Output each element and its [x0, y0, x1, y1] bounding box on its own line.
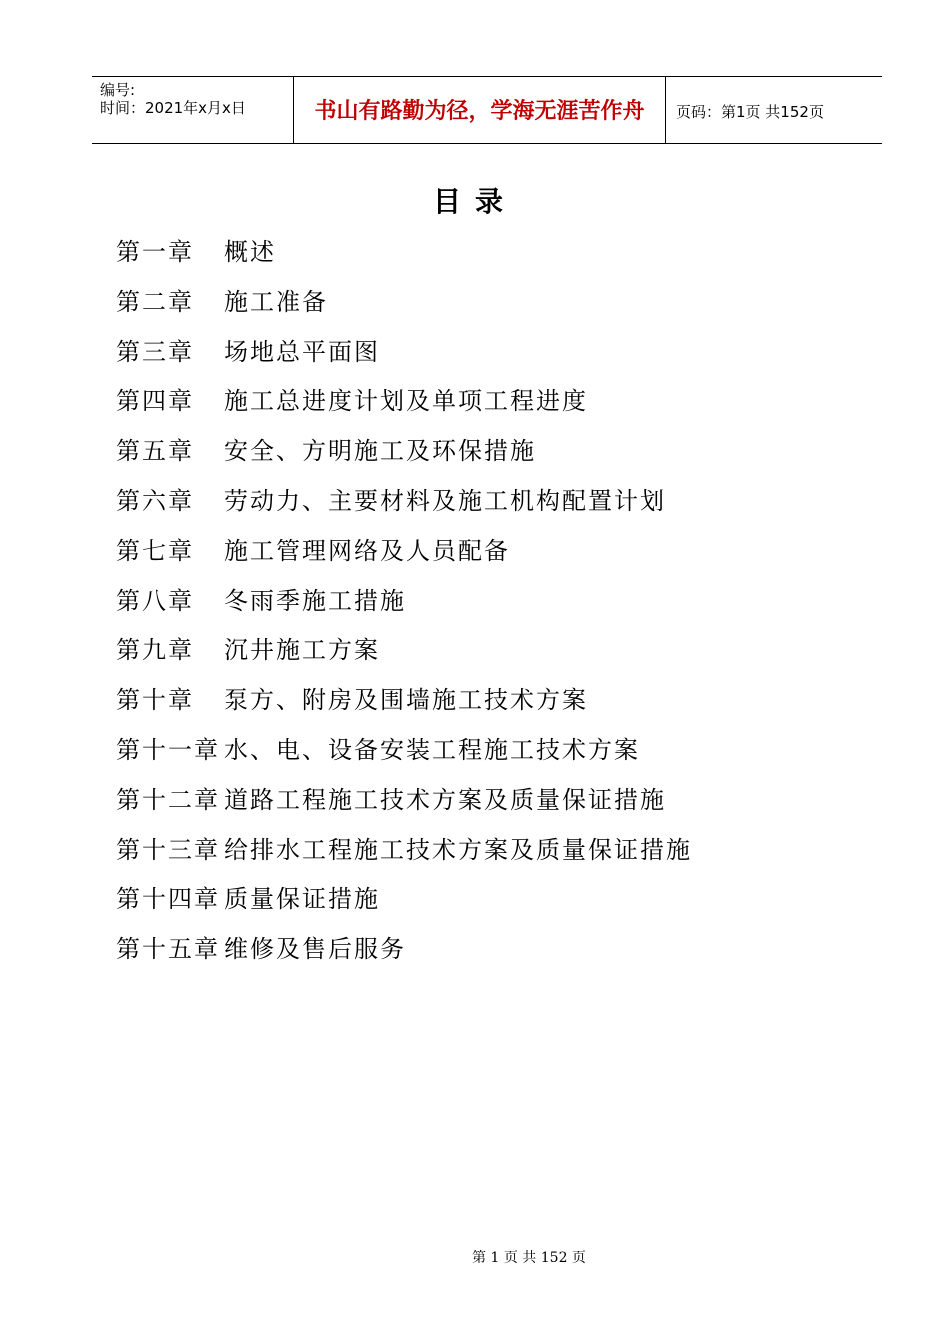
- toc-chapter-title: 安全、方明施工及环保措施: [224, 437, 536, 466]
- header-motto-cell: [293, 77, 666, 143]
- toc-item[interactable]: [116, 780, 836, 830]
- toc-chapter-number: 第八章: [116, 586, 194, 615]
- toc-chapter-number: 第二章: [116, 287, 194, 316]
- toc-chapter-number: 第五章: [116, 437, 194, 466]
- toc-chapter-number: 第三章: [116, 337, 194, 366]
- toc-chapter-title: 冬雨季施工措施: [224, 586, 406, 615]
- toc-chapter-title: 维修及售后服务: [224, 935, 406, 964]
- toc-title: 目录: [432, 185, 517, 218]
- table-of-contents: [116, 232, 836, 979]
- toc-item[interactable]: [116, 381, 836, 431]
- toc-chapter-number: 第十四章: [116, 885, 220, 914]
- toc-item[interactable]: [116, 581, 836, 631]
- document-time-label: 时间：2021年x月x日: [100, 99, 246, 117]
- toc-item[interactable]: [116, 830, 836, 880]
- header-motto: 书山有路勤为径，学海无涯苦作舟: [314, 99, 645, 124]
- toc-chapter-number: 第十二章: [116, 785, 220, 814]
- toc-item[interactable]: [116, 431, 836, 481]
- toc-chapter-title: 道路工程施工技术方案及质量保证措施: [224, 785, 666, 814]
- toc-item[interactable]: [116, 730, 836, 780]
- toc-chapter-title: 泵方、附房及围墙施工技术方案: [224, 686, 588, 715]
- toc-chapter-number: 第九章: [116, 636, 194, 665]
- toc-chapter-number: 第四章: [116, 387, 194, 416]
- toc-chapter-title: 施工总进度计划及单项工程进度: [224, 387, 588, 416]
- toc-chapter-number: 第十五章: [116, 935, 220, 964]
- page-footer: 第 1 页 共 152 页: [472, 1250, 586, 1266]
- toc-item[interactable]: [116, 282, 836, 332]
- toc-chapter-title: 给排水工程施工技术方案及质量保证措施: [224, 835, 692, 864]
- toc-chapter-number: 第十三章: [116, 835, 220, 864]
- toc-chapter-number: 第十章: [116, 686, 194, 715]
- toc-chapter-title: 沉井施工方案: [224, 636, 380, 665]
- toc-item[interactable]: [116, 332, 836, 382]
- toc-item[interactable]: [116, 929, 836, 979]
- toc-chapter-title: 质量保证措施: [224, 885, 380, 914]
- toc-item[interactable]: [116, 879, 836, 929]
- toc-item[interactable]: [116, 531, 836, 581]
- header-meta-cell: [92, 77, 293, 143]
- document-header: [92, 76, 882, 144]
- toc-chapter-number: 第十一章: [116, 735, 220, 764]
- toc-chapter-title: 概述: [224, 238, 276, 266]
- toc-chapter-title: 场地总平面图: [224, 337, 380, 366]
- toc-item[interactable]: [116, 232, 836, 282]
- toc-chapter-number: 第七章: [116, 536, 194, 565]
- header-page-info: 页码：第1页 共152页: [676, 103, 824, 121]
- toc-chapter-title: 劳动力、主要材料及施工机构配置计划: [224, 486, 666, 515]
- toc-chapter-title: 水、电、设备安装工程施工技术方案: [224, 735, 640, 764]
- toc-item[interactable]: [116, 630, 836, 680]
- toc-chapter-number: 第六章: [116, 486, 194, 515]
- toc-item[interactable]: [116, 680, 836, 730]
- document-number-label: 编号:: [100, 81, 136, 99]
- toc-chapter-number: 第一章: [116, 238, 194, 266]
- toc-chapter-title: 施工管理网络及人员配备: [224, 536, 510, 565]
- header-page-cell: [666, 77, 882, 143]
- toc-chapter-title: 施工准备: [224, 287, 328, 316]
- toc-item[interactable]: [116, 481, 836, 531]
